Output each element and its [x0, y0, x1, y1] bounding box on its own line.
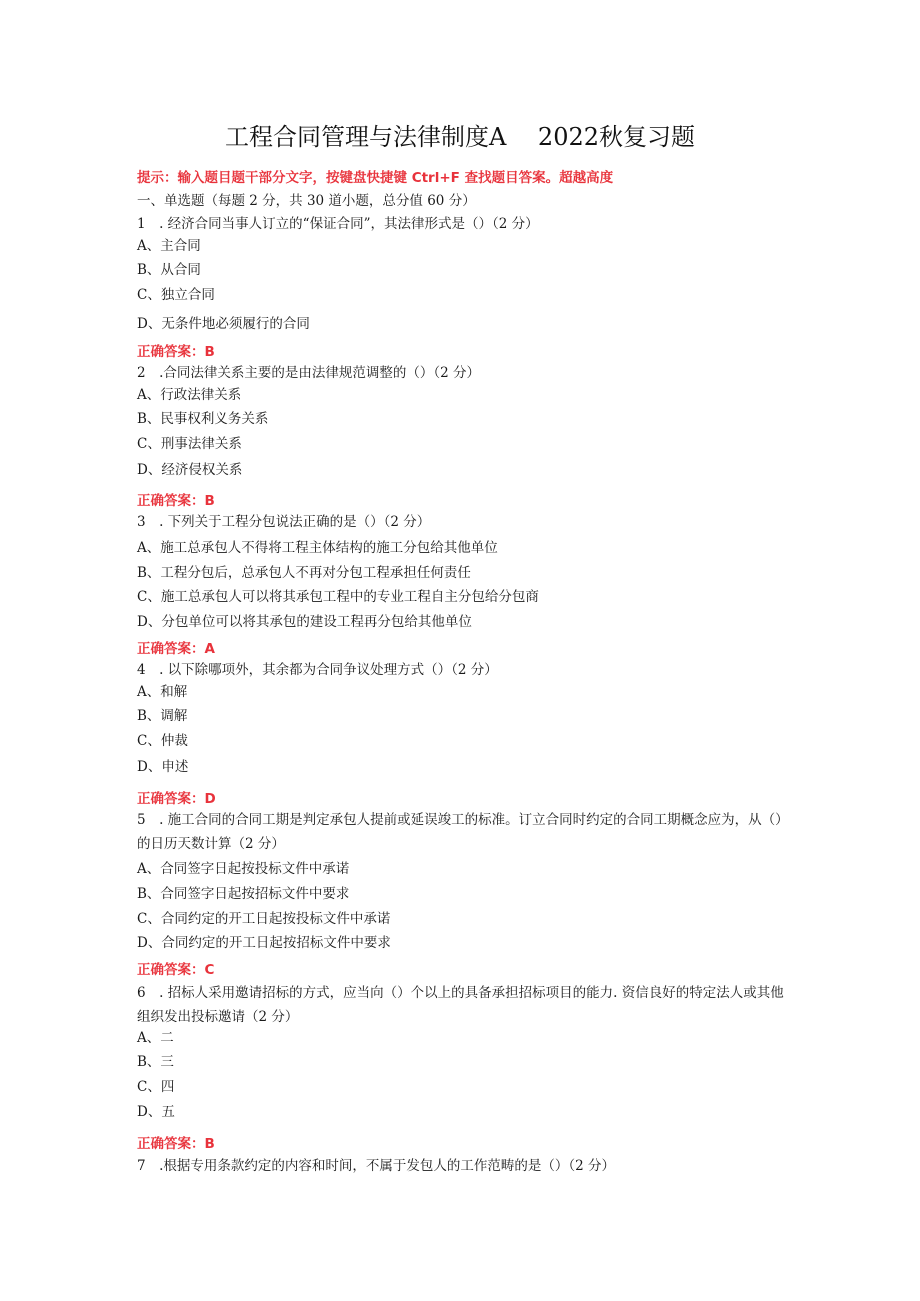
question-4-option-b: B、调解 [137, 708, 188, 724]
question-5-option-c: C、合同约定的开工日起按投标文件中承诺 [137, 911, 391, 927]
question-2-option-c: C、刑事法律关系 [137, 436, 242, 452]
question-3-option-a: A、施工总承包人不得将工程主体结构的施工分包给其他单位 [137, 540, 498, 556]
question-3-option-b: B、工程分包后，总承包人不再对分包工程承担任何责任 [137, 565, 471, 581]
question-6-option-d: D、五 [137, 1104, 175, 1120]
question-1-option-a: A、主合同 [137, 238, 201, 254]
question-6-option-a: A、二 [137, 1030, 174, 1046]
question-4-option-d: D、申述 [137, 759, 189, 775]
document-title: 工程合同管理与法律制度A 2022秋复习题 [224, 123, 696, 151]
question-2-option-d: D、经济侵权关系 [137, 462, 243, 478]
question-4-option-c: C、仲裁 [137, 733, 188, 749]
question-1-option-c: C、独立合同 [137, 287, 215, 303]
question-6-answer: 正确答案：B [137, 1136, 215, 1152]
question-7-stem: 7 .根据专用条款约定的内容和时间，不属于发包人的工作范畴的是（）（2 分） [137, 1158, 616, 1174]
question-4-stem: 4 . 以下除哪项外，其余都为合同争议处理方式（）（2 分） [137, 662, 498, 678]
question-3-answer: 正确答案：A [137, 641, 215, 657]
question-1-option-d: D、无条件地必须履行的合同 [137, 316, 310, 332]
question-5-option-a: A、合同签字日起按投标文件中承诺 [137, 861, 350, 877]
question-6-option-c: C、四 [137, 1079, 175, 1095]
section-heading: 一、单选题（每题 2 分，共 30 道小题，总分值 60 分） [137, 193, 476, 209]
question-3-option-d: D、分包单位可以将其承包的建设工程再分包给其他单位 [137, 614, 472, 630]
question-2-option-b: B、民事权利义务关系 [137, 411, 269, 427]
question-5-option-b: B、合同签字日起按招标文件中要求 [137, 886, 350, 902]
question-2-option-a: A、行政法律关系 [137, 387, 242, 403]
question-1-answer: 正确答案：B [137, 344, 215, 360]
question-5-answer: 正确答案：C [137, 962, 215, 978]
question-4-answer: 正确答案：D [137, 791, 216, 807]
search-hint: 提示：输入题目题干部分文字，按键盘快捷键 Ctrl+F 查找题目答案。超越高度 [137, 170, 614, 186]
question-1-option-b: B、从合同 [137, 262, 201, 278]
question-6-stem: 6 . 招标人采用邀请招标的方式，应当向（）个以上的具备承担招标项目的能力. 资信良好的特定法人或其他组织发出投标邀请（2 分） [137, 985, 784, 1025]
question-5-stem: 5 . 施工合同的合同工期是判定承包人提前或延误竣工的标准。订立合同时约定的合同工期概念应为，从（）的日历天数计算（2 分） [137, 812, 782, 852]
question-2-answer: 正确答案：B [137, 493, 215, 509]
question-3-stem: 3 . 下列关于工程分包说法正确的是（）（2 分） [137, 514, 431, 530]
question-2-stem: 2 .合同法律关系主要的是由法律规范调整的（）（2 分） [137, 365, 481, 381]
question-4-option-a: A、和解 [137, 684, 188, 700]
question-6-option-b: B、三 [137, 1054, 174, 1070]
question-5-option-d: D、合同约定的开工日起按招标文件中要求 [137, 935, 391, 951]
question-1-stem: 1 . 经济合同当事人订立的“保证合同”，其法律形式是（）（2 分） [137, 216, 539, 232]
question-3-option-c: C、施工总承包人可以将其承包工程中的专业工程自主分包给分包商 [137, 589, 539, 605]
